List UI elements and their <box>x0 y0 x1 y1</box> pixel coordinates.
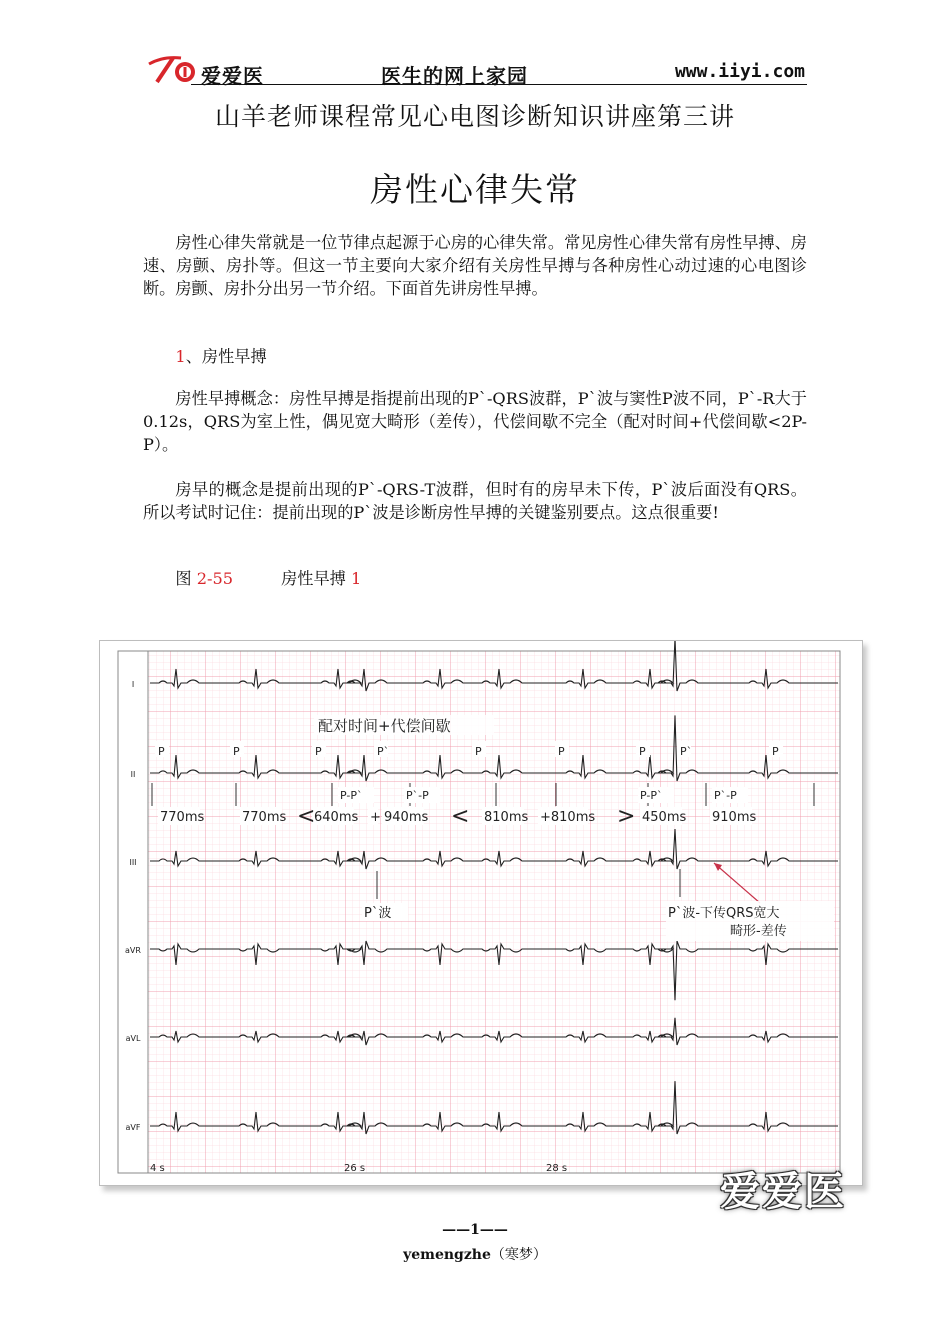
interval-value: 640ms <box>314 810 359 825</box>
iiyi-logo-icon <box>147 52 197 88</box>
caption-prefix: 图 <box>175 569 197 588</box>
caption-number: 2-55 <box>196 569 234 588</box>
author-en: yemengzhe <box>403 1247 491 1263</box>
interval-value: 940ms <box>384 810 429 825</box>
author-line <box>0 1244 950 1264</box>
time-mark: 26 s <box>344 1163 366 1174</box>
lead-label-ii: II <box>130 770 136 779</box>
interval-value: + <box>370 810 381 825</box>
interval-value: 810ms <box>484 810 529 825</box>
watermark-logo: 爱爱医 <box>720 1169 846 1215</box>
p-label: P <box>558 745 565 758</box>
page-title: 房性心律失常 <box>370 170 580 209</box>
section-number: 1 <box>175 347 186 366</box>
lead-label-avr: aVR <box>125 946 141 955</box>
header-slogan: 医生的网上家园 <box>381 64 528 88</box>
interval-header: P`-P <box>406 789 429 802</box>
concept-paragraph: 房性早搏概念：房性早搏是指提前出现的P`-QRS波群，P`波与窦性P波不同，P`-R大于0.12s，QRS为室上性，偶见宽大畸形（差传），代偿间歇不完全（配对时间+代偿间歇<2P-P）。 <box>143 389 807 454</box>
interval-value: 770ms <box>242 810 287 825</box>
series-title: 山羊老师课程常见心电图诊断知识讲座第三讲 <box>214 102 735 131</box>
p-wave-note: P`波 <box>364 906 392 921</box>
lead-label-avf: aVF <box>125 1123 141 1132</box>
p-label: P <box>233 745 240 758</box>
p-label: P <box>639 745 646 758</box>
header-url[interactable]: www.iiyi.com <box>674 61 805 82</box>
page-header <box>143 52 807 88</box>
author-cn: （寒梦） <box>490 1247 547 1263</box>
p-label: P` <box>680 745 693 758</box>
time-mark: 4 s <box>150 1163 165 1174</box>
section-title: 、房性早搏 <box>185 347 267 366</box>
section-heading <box>143 345 807 368</box>
p-label: P <box>475 745 482 758</box>
header-rule <box>191 84 807 85</box>
p-label: P <box>158 745 165 758</box>
interval-header: P-P` <box>340 789 363 802</box>
page-number: ——1—— <box>442 1222 508 1238</box>
interval-header: P`-P <box>714 789 737 802</box>
p-label: P <box>772 745 779 758</box>
caption-title: 房性早搏 <box>281 569 352 588</box>
interval-value: 910ms <box>712 810 757 825</box>
time-mark: 28 s <box>546 1163 568 1174</box>
title-annotation: 配对时间+代偿间歇 <box>318 717 451 735</box>
caption-index: 1 <box>351 569 362 588</box>
intro-paragraph: 房性心律失常就是一位节律点起源于心房的心律失常。常见房性心律失常有房性早搏、房速、房颤、房扑等。但这一节主要向大家介绍有关房性早搏与各种房性心动过速的心电图诊断。房颤、房扑分出另一节介绍。下面首先讲房性早搏。 <box>143 233 807 298</box>
lead-label-i: I <box>131 680 135 689</box>
p-label: P` <box>377 745 390 758</box>
aberrant-note-line2: 畸形-差传 <box>730 924 787 939</box>
comparator-sign: < <box>451 804 470 829</box>
ecg-strip <box>100 641 862 1185</box>
lead-label-avl: aVL <box>125 1034 141 1043</box>
lead-label-iii: III <box>129 858 137 867</box>
interval-value: +810ms <box>540 810 596 825</box>
interval-header: P-P` <box>640 789 663 802</box>
brand-name: 爱爱医 <box>201 64 264 88</box>
note-paragraph: 房早的概念是提前出现的P`-QRS-T波群，但时有的房早未下传，P`波后面没有QRS。所以考试时记住：提前出现的P`波是诊断房性早搏的关键鉴别要点。这点很重要! <box>143 480 807 522</box>
p-label: P <box>315 745 322 758</box>
ecg-figure <box>99 640 863 1186</box>
aberrant-note-line1: P`波-下传QRS宽大 <box>668 906 780 921</box>
comparator-sign: > <box>617 804 636 829</box>
figure-caption <box>143 567 807 590</box>
comparator-sign: < <box>297 804 316 829</box>
interval-value: 450ms <box>642 810 687 825</box>
interval-value: 770ms <box>160 810 205 825</box>
